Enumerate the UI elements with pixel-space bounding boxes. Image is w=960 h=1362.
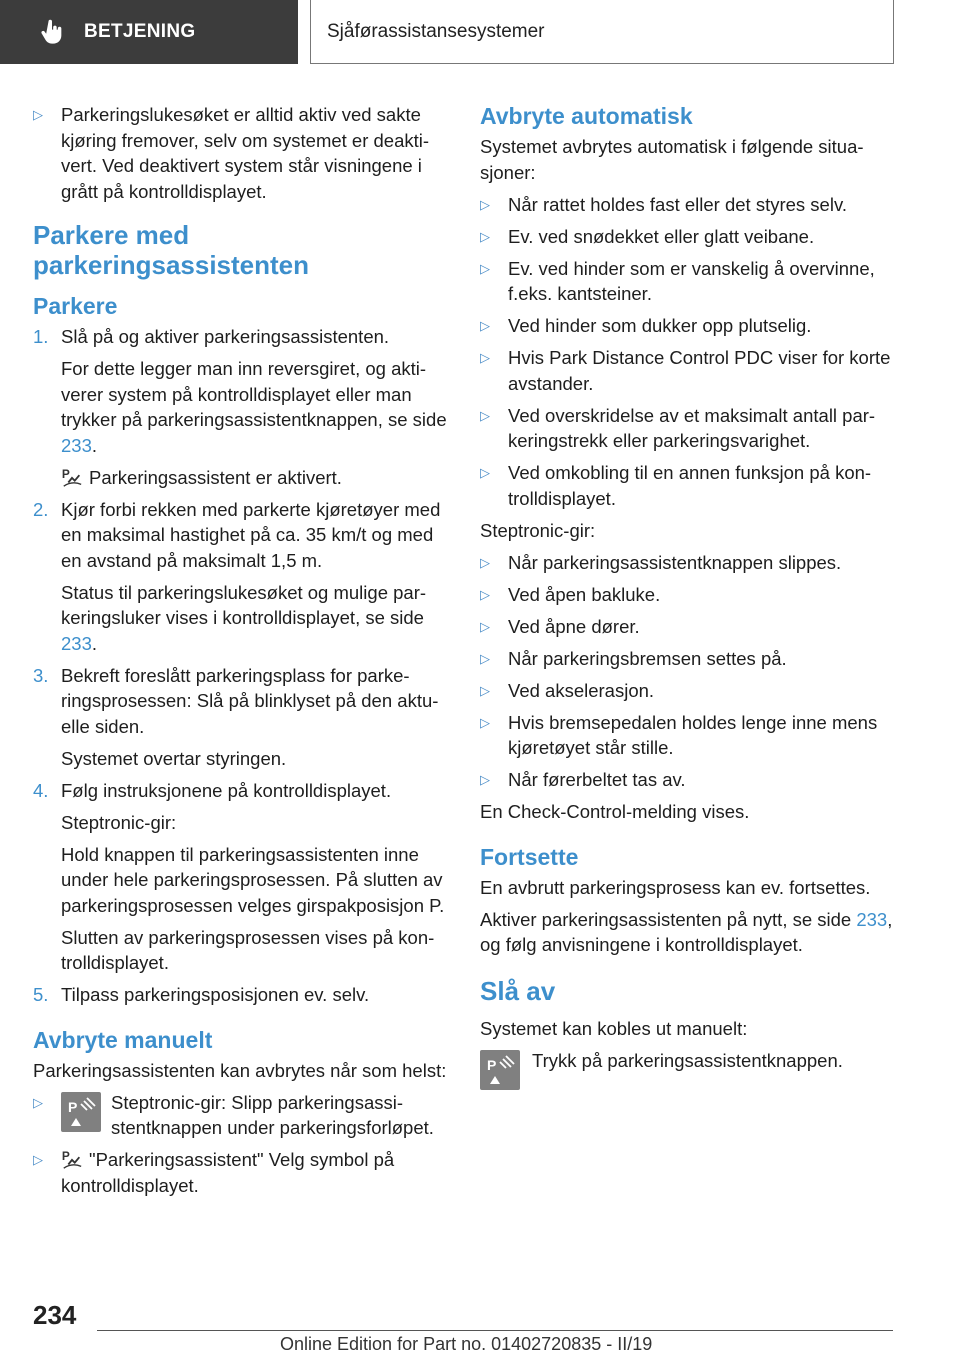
bullet-triangle-icon: ▷: [480, 772, 490, 787]
page-link[interactable]: 233: [856, 908, 888, 930]
heading-switch-off: Slå av: [480, 975, 556, 1006]
step-4-detail-3: Slutten av parkeringsprosessen vises på kontrolldisplayet.: [61, 926, 435, 973]
parking-assistant-icon: [61, 1148, 83, 1170]
bullet-triangle-icon: ▷: [480, 350, 490, 365]
switch-off-text: Systemet kan kobles ut manuelt:: [480, 1017, 748, 1039]
list-item: ▷ Ved omkobling til en annen funksjon på kontrolldisplayet.: [480, 462, 872, 509]
page-link[interactable]: 233: [61, 434, 92, 456]
hand-icon: [38, 18, 66, 46]
list-item: ▷ Når førerbeltet tas av.: [480, 767, 900, 793]
bullet-triangle-icon: ▷: [480, 228, 490, 244]
svg-text:P: P: [61, 1148, 70, 1163]
bullet-triangle-icon: ▷: [33, 1094, 43, 1110]
list-item: ▷ Når rattet holdes fast eller det styres selv.: [480, 192, 900, 218]
continue-text-2: Aktiver parkeringsassistenten på nytt, se side 233, og følg anvisningene i kontrolldisplayet.: [480, 908, 893, 955]
chapter-title: Sjåførassistansesystemer: [327, 20, 545, 42]
auto-intro: Systemet avbrytes automatisk i følgende situasjoner:: [480, 136, 864, 183]
list-item: ▷ Ev. ved snødekket eller glatt veibane.: [480, 224, 900, 250]
parking-button-icon: [61, 1092, 101, 1132]
section-title: BETJENING: [84, 21, 196, 42]
list-item: ▷ Ved åpen bakluke.: [480, 582, 900, 608]
step-4-detail-1: Steptronic-gir:: [61, 811, 177, 833]
step-2-detail: Status til parkeringslukesøket og mulige parkeringsluker vises i kontrolldisplayet, se side 233.: [61, 581, 427, 654]
continue-text: En avbrutt parkeringsprosess kan ev. fortsettes.: [480, 876, 871, 898]
step-1-status: P Parkeringsassistent er aktivert.: [61, 466, 342, 488]
right-column: [480, 102, 900, 1098]
step-3: 3. Bekreft foreslått parkeringsplass for parkeringsprosessen: Slå på blinklyset på den aktuelle siden.: [33, 664, 439, 737]
bullet-triangle-icon: ▷: [480, 318, 490, 333]
list-item: ▷ Når parkeringsbremsen settes på.: [480, 646, 900, 672]
list-item: ▷ Ved akselerasjon.: [480, 678, 900, 704]
list-item: ▷ Parkeringslukesøket er alltid aktiv ved sakte kjøring fremover, selv om systemet er deaktivert. Ved deaktivert system står visningene i grått på kontrolldisplayet.: [33, 104, 430, 202]
footer-rule: [97, 1330, 893, 1331]
list-item: ▷ P Steptronic-gir: Slipp parkeringsassistentknappen under parkeringsforløpet.: [33, 1091, 434, 1138]
heading-continue: Fortsette: [480, 843, 579, 870]
list-item: ▷ Ved åpne dører.: [480, 614, 900, 640]
step-3-detail: Systemet overtar styringen.: [61, 747, 287, 769]
bullet-triangle-icon: ▷: [480, 586, 490, 602]
svg-text:P: P: [487, 1056, 497, 1073]
page-number: 234: [33, 1300, 77, 1330]
edition-note: Online Edition for Part no. 01402720835 - II/19: [280, 1334, 653, 1354]
list-item: ▷ Ved overskridelse av et maksimalt antall parkeringstrekk eller parkeringsvarighet.: [480, 404, 876, 451]
bullet-triangle-icon: ▷: [480, 196, 490, 212]
bullet-triangle-icon: ▷: [480, 260, 490, 276]
svg-text:P: P: [68, 1098, 78, 1115]
list-item: ▷ Ev. ved hinder som er vanskelig å overvinne, f.eks. kantsteiner.: [480, 257, 875, 304]
list-item: ▷ Når parkeringsassistentknappen slippes.: [480, 550, 900, 576]
bullet-triangle-icon: ▷: [480, 682, 490, 698]
heading-park: Parkere: [33, 293, 118, 319]
bullet-triangle-icon: ▷: [33, 107, 43, 122]
parking-assistant-icon: [61, 466, 83, 488]
page-link[interactable]: 233: [61, 632, 92, 654]
auto-cancel-list: [480, 192, 900, 512]
step-5: 5. Tilpass parkeringsposisjonen ev. selv.: [33, 984, 370, 1005]
chapter-box: [310, 0, 894, 64]
heading-cancel-manual: Avbryte manuelt: [33, 1026, 213, 1053]
section-tab: [0, 0, 298, 64]
switch-off-instruction: P Trykk på parkeringsassistentknappen.: [480, 1048, 900, 1092]
heading-park-with-assistant: Parkere med parkeringsassistenten: [33, 220, 310, 280]
check-control-note: En Check-Control-melding vises.: [480, 801, 750, 822]
bullet-triangle-icon: ▷: [480, 407, 490, 423]
left-column: [33, 102, 447, 1205]
bullet-triangle-icon: ▷: [480, 554, 490, 570]
heading-cancel-auto: Avbryte automatisk: [480, 103, 693, 129]
steptronic-label: Steptronic-gir:: [480, 519, 596, 541]
parking-button-icon: [480, 1050, 520, 1090]
bullet-triangle-icon: ▷: [33, 1152, 43, 1167]
manual-intro: Parkeringsassistenten kan avbrytes når som helst:: [33, 1059, 447, 1081]
list-item: ▷ P "Parkeringsassistent" Velg symbol på kontrolldisplayet.: [33, 1148, 395, 1196]
bullet-triangle-icon: ▷: [480, 465, 490, 480]
list-item: ▷ Hvis Park Distance Control PDC viser for korte avstander.: [480, 347, 891, 394]
step-2: 2. Kjør forbi rekken med parkerte kjøretøyer med en maksimal hastighet på ca. 35 km/t og med en avstand på maksimalt 1,5 m.: [33, 498, 441, 571]
svg-text:P: P: [61, 466, 70, 481]
step-4: 4. Følg instruksjonene på kontrolldisplayet.: [33, 779, 392, 801]
step-1: 1. Slå på og aktiver parkeringsassistenten.: [33, 326, 390, 347]
step-1-detail: For dette legger man inn reversgiret, og aktiverer system på kontrolldisplayet eller man trykker på parkeringsassistentknappen, se side 233.: [61, 358, 447, 456]
steptronic-cancel-list: [480, 550, 900, 793]
list-item: ▷ Ved hinder som dukker opp plutselig.: [480, 313, 900, 339]
bullet-triangle-icon: ▷: [480, 618, 490, 634]
bullet-triangle-icon: ▷: [480, 714, 490, 730]
list-item: ▷ Hvis bremsepedalen holdes lenge inne mens kjøretøyet står stille.: [480, 711, 878, 758]
bullet-triangle-icon: ▷: [480, 650, 490, 666]
step-4-detail-2: Hold knappen til parkeringsassistenten inne under hele parkeringsprosessen. På slutten av parkeringsprosessen velges girspakposisjon P.: [61, 843, 445, 916]
